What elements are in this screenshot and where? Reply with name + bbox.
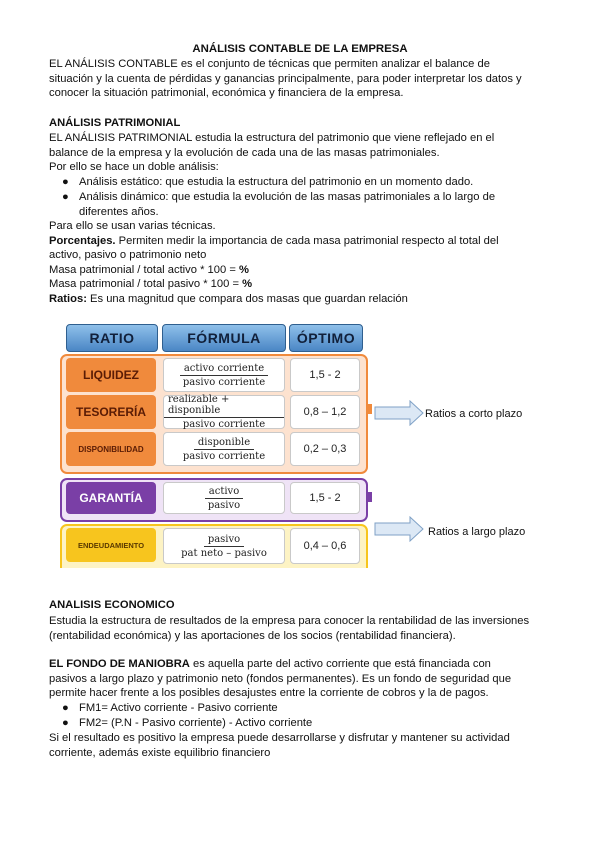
optimo-liquidez: 1,5 - 2 — [290, 358, 360, 392]
formula-disponibilidad: disponible pasivo corriente — [163, 432, 285, 466]
formula-endeudamiento: pasivo pat neto – pasivo — [163, 528, 285, 564]
formula-tesoreria: realizable + disponible pasivo corriente — [163, 395, 285, 429]
techniques-paragraph: Para ello se usan varias técnicas. Porcentajes. Permiten medir la importancia de cada masa patrimonial respecto al total del activo, pasivo o patrimonio neto Masa patrimonial / total activo * 100 = % Masa patrimonial / total pasivo * 100 = % Ratios: Es una magnitud que compara dos masas que guardan relación — [49, 220, 499, 305]
intro-paragraph: EL ANÁLISIS CONTABLE es el conjunto de técnicas que permiten analizar el balance de situación y la cuenta de pérdidas y ganancias principalmente, para poder interpretar los datos y conocer la situación patrimonial, económica y financiera de la empresa. — [49, 58, 522, 100]
header-formula: FÓRMULA — [162, 324, 286, 352]
header-optimo: ÓPTIMO — [289, 324, 363, 352]
group-tab — [366, 404, 372, 414]
optimo-tesoreria: 0,8 – 1,2 — [290, 395, 360, 429]
formula-garantia: activo pasivo — [163, 482, 285, 514]
label-endeudamiento: ENDEUDAMIENTO — [66, 528, 156, 562]
optimo-garantia: 1,5 - 2 — [290, 482, 360, 514]
bullet-icon: ● — [62, 191, 69, 203]
short-term-label: Ratios a corto plazo — [425, 408, 523, 420]
label-garantia: GARANTÍA — [66, 482, 156, 514]
porcentajes-term: Porcentajes. — [49, 234, 116, 247]
bullet-icon: ● — [62, 717, 69, 729]
fondo-term: EL FONDO DE MANIOBRA — [49, 658, 190, 670]
economico-paragraph: Estudia la estructura de resultados de la empresa para conocer la rentabilidad de las inversiones (rentabilidad económica) y las aportaciones de los socios (rentabilidad financiera). — [49, 615, 530, 642]
label-disponibilidad: DISPONIBILIDAD — [66, 432, 156, 466]
fondo-conclusion: Si el resultado es positivo la empresa puede desarrollarse y disfrutar y mantener su actividad corriente, además existe equilibrio financiero — [49, 732, 510, 759]
arrow-right-icon — [374, 516, 424, 542]
formula-liquidez: activo corriente pasivo corriente — [163, 358, 285, 392]
intro-term: EL ANÁLISIS CONTABLE — [49, 58, 178, 70]
fondo-paragraph: EL FONDO DE MANIOBRA es aquella parte del activo corriente que está financiada con pasivos a largo plazo y patrimonio neto (fondos permanentes). Es un fondo de seguridad que permite hacer frente a los posibles desajustes entre la corriente de cobros y la de pagos. — [49, 658, 512, 700]
header-ratio: RATIO — [66, 324, 158, 352]
patrimonial-paragraph: EL ANÁLISIS PATRIMONIAL estudia la estructura del patrimonio que viene reflejado en el balance de la empresa y la evolución de cada una de las masas patrimoniales. Por ello se hace un doble análisis: — [49, 132, 495, 174]
label-tesoreria: TESORERÍA — [66, 395, 156, 429]
long-term-label: Ratios a largo plazo — [428, 526, 526, 538]
bullet-icon: ● — [62, 176, 69, 188]
optimo-disponibilidad: 0,2 – 0,3 — [290, 432, 360, 466]
ratios-figure — [56, 318, 536, 568]
optimo-endeudamiento: 0,4 – 0,6 — [290, 528, 360, 564]
arrow-right-icon — [374, 400, 424, 426]
bullet-icon: ● — [62, 702, 69, 714]
ratios-term: Ratios: — [49, 292, 87, 305]
economico-heading: ANALISIS ECONOMICO — [49, 599, 175, 611]
page-title: ANÁLISIS CONTABLE DE LA EMPRESA — [192, 43, 408, 55]
label-liquidez: LIQUIDEZ — [66, 358, 156, 392]
patrimonial-heading: ANÁLISIS PATRIMONIAL — [49, 117, 181, 129]
group-tab — [366, 492, 372, 502]
